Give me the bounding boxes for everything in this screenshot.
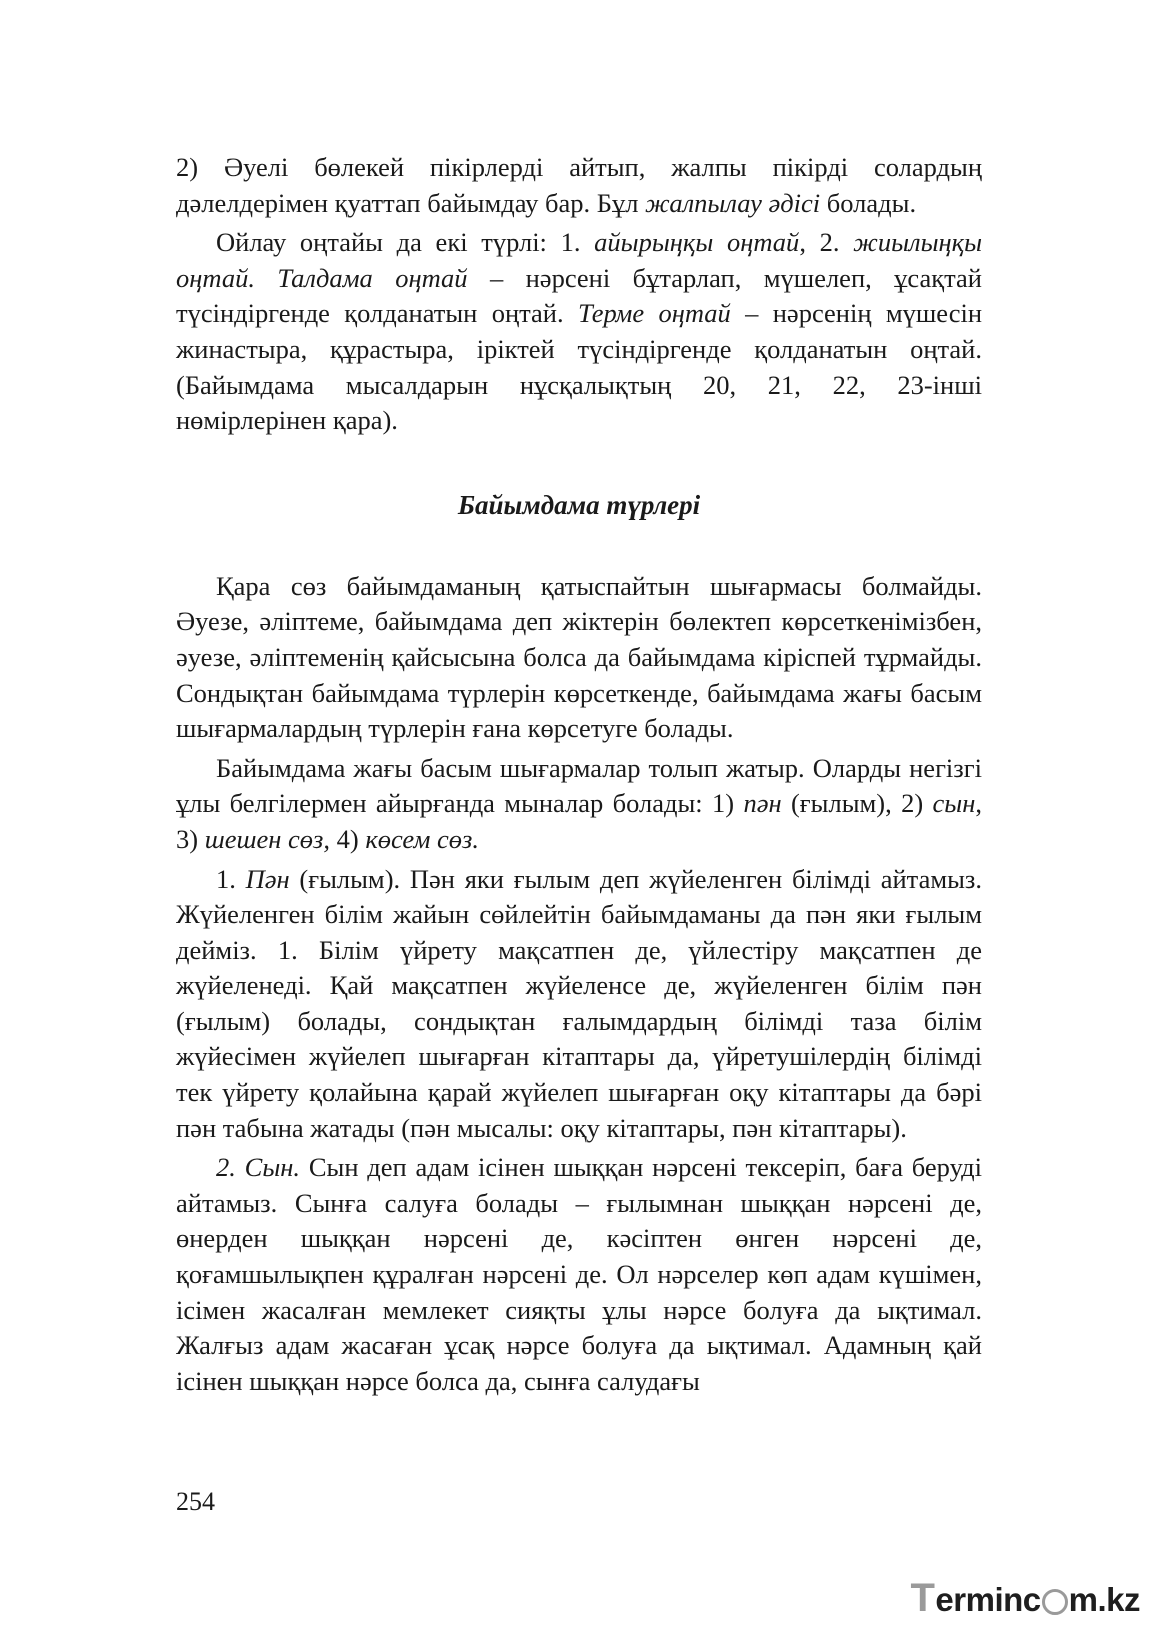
text-run: – нәрсенің мүшесін жинастыра, құрастыра, іріктей түсіндіргенде қолданатын оңтай. (Байымдама мысалдарын нұсқалықтың 20, 21, 22, 23-інші нөмірлерінен қара). — [176, 298, 983, 436]
paragraph-4 — [176, 751, 982, 858]
text-run: , 2. — [799, 227, 854, 258]
watermark-text-part: erminc — [935, 1581, 1041, 1618]
text-run: 4) — [329, 823, 366, 854]
text-run: (ғылым). Пән яки ғылым деп жүйеленген білімді айтамыз. Жүйеленген білім жайын сөйлейтін байымдаманы да пән яки ғылым дейміз. 1. Білім үйрету мақсатпен де, үйлестіру мақсатпен де жүйеленеді. Қай мақсатпен жүйеленсе де, жүйеленген білім пән (ғылым) болады, сондықтан ғалымдардың білімді таза білім жүйесімен жүйелеп шығарған кітаптары да, үйретушілердің білімді тек үйрету қолайына қарай жүйелеп шығарған оқу кітаптары да бәрі пән табына жатады (пән мысалы: оқу кітаптары, пән кітаптары). — [176, 863, 983, 1143]
italic-term: шешен сөз, — [204, 823, 330, 854]
site-watermark — [910, 1575, 1140, 1622]
italic-term: 2. Сын. — [216, 1152, 301, 1183]
italic-term: пән — [743, 788, 782, 819]
text-run: 2) Әуелі бөлекей пікірлерді айтып, жалпы пікірді солардың дәлелдерімен қуаттап байымдау бар. Бұл — [176, 152, 982, 218]
italic-term: жиылыңқы оңтай. Талдама оңтай — [176, 227, 983, 293]
ring-icon — [1042, 1589, 1068, 1615]
paragraph-2 — [176, 225, 982, 439]
text-run: , 3) — [176, 788, 982, 854]
text-run: (ғылым), 2) — [781, 788, 933, 819]
paragraph-5 — [176, 862, 982, 1147]
text-run: Байымдама жағы басым шығармалар толып жатыр. Оларды негізгі ұлы белгілермен айырғанда мыналар болады: 1) — [176, 752, 982, 819]
section-heading: Байымдама түрлері — [457, 489, 701, 520]
italic-term: сын — [932, 788, 976, 819]
italic-term: көсем сөз. — [365, 823, 479, 854]
text-run: 1. — [216, 863, 246, 894]
watermark-t-letter: T — [910, 1575, 935, 1620]
text-run: Ойлау оңтайы да екі түрлі: 1. — [216, 227, 595, 258]
italic-term: жалпылау әдісі — [645, 187, 821, 218]
text-run: – нәрсені бұтарлап, мүшелеп, ұсақтай түсіндіргенде қолданатын оңтай. — [176, 262, 982, 329]
text-run: болады. — [820, 187, 917, 218]
page-body — [176, 150, 982, 1399]
italic-term: Пән — [245, 863, 290, 894]
watermark-text-end: m.kz — [1068, 1581, 1140, 1618]
paragraph-1 — [176, 150, 982, 221]
italic-term: айырыңқы оңтай — [594, 227, 800, 258]
text-run: Сын деп адам ісінен шыққан нәрсені тексеріп, баға беруді айтамыз. Сынға салуға болады – ғылымнан шыққан нәрсені де, өнерден шыққан нәрсені де, кәсіптен өнген нәрсені де, қоғамшылықпен құралған нәрсені де. Ол нәрселер көп адам күшімен, ісімен жасалған мемлекет сияқты ұлы нәрсе болуға да ықтимал. Жалғыз адам жасаған ұсақ нәрсе болуға да ықтимал. Адамның қай ісінен шыққан нәрсе болса да, сынға салудағы — [176, 1152, 982, 1396]
italic-term: Терме оңтай — [577, 298, 731, 329]
paragraph-6 — [176, 1150, 982, 1399]
paragraph-3: Қара сөз байымдаманың қатыспайтын шығармасы болмайды. Әуезе, әліптеме, байымдама деп жіктерін бөлектеп көрсеткенімізбен, әуезе, әліптеменің қайсысына болса да байымдама кіріспей тұрмайды. Сондықтан байымдама түрлерін көрсеткенде, байымдама жағы басым шығармалардың түрлерін ғана көрсетуге болады. — [176, 570, 982, 744]
page-number: 254 — [176, 1487, 215, 1516]
